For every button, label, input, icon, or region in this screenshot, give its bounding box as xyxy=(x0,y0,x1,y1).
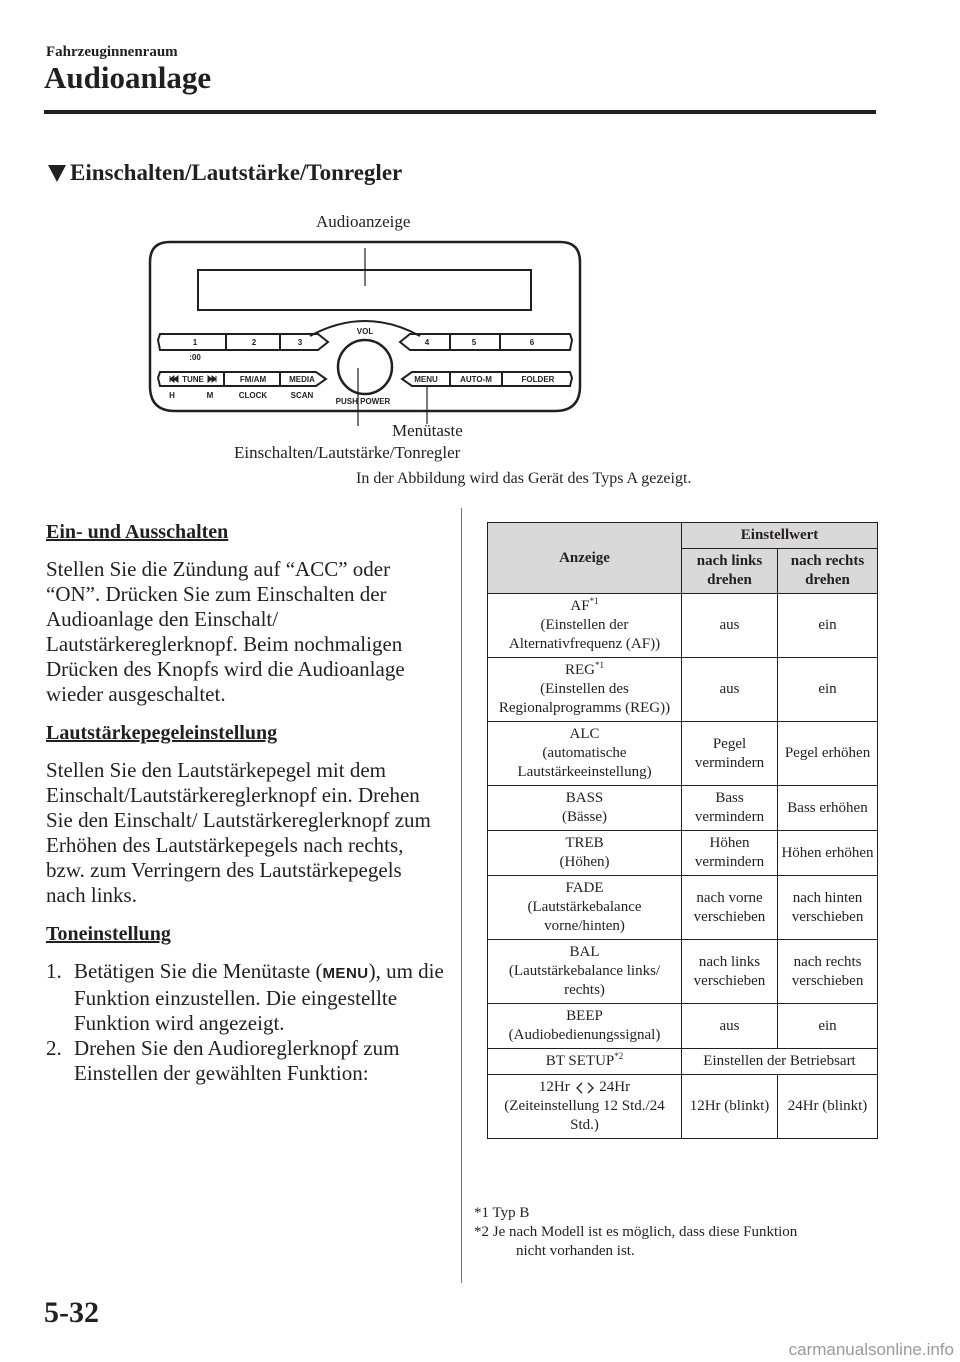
function-desc: (Einstellen des Regionalprogramms (REG)) xyxy=(498,681,671,716)
header-einstellwert: Einstellwert xyxy=(682,523,878,549)
function-name: TREB xyxy=(565,835,604,851)
preset-1-label: 1 xyxy=(192,338,198,347)
cell-function xyxy=(488,594,682,658)
triangle-bullet-icon xyxy=(48,165,66,182)
table-row xyxy=(488,940,878,1004)
footnote-mark: *1 xyxy=(589,596,599,606)
table-row xyxy=(488,1049,878,1075)
zero-label: :00 xyxy=(189,353,201,362)
tune-label: TUNE xyxy=(182,375,204,384)
step-text: Drehen Sie den Audioreglerknopf zum Einstellen der gewählten Funktion: xyxy=(74,1036,400,1085)
paragraph-volume: Stellen Sie den Lautstärkepegel mit dem Einschalt/Lautstärkereglerknopf ein. Drehen Sie den Einschalt/ Lautstärkereglerknopf zum Erhöhen des Lautstärkepegels nach rechts, bzw. zum Verringern des Lautstärkepegels nach links. xyxy=(46,758,431,907)
function-name: AF xyxy=(570,598,590,614)
function-name: ALC xyxy=(569,726,600,742)
cell-right: ein xyxy=(778,658,878,722)
table-row xyxy=(488,1004,878,1049)
cell-value: Einstellen der Betriebsart xyxy=(682,1049,878,1075)
footnote-1: *1 Typ B xyxy=(474,1205,530,1221)
footnote-mark: *1 xyxy=(595,660,604,670)
function-desc: (Lautstärkebalance vorne/hinten) xyxy=(527,899,642,934)
cell-function xyxy=(488,831,682,876)
cell-function xyxy=(488,1049,682,1075)
chevron-left-right-icon xyxy=(574,1082,596,1094)
cell-left: Bass vermindern xyxy=(682,786,778,831)
label-power-volume-knob: Einschalten/Lautstärke/Tonregler xyxy=(234,443,461,462)
table-row xyxy=(488,722,878,786)
cell-right: ein xyxy=(778,1004,878,1049)
fmam-label: FM/AM xyxy=(239,375,267,384)
page-title: Audioanlage xyxy=(44,60,212,95)
preset-6-label: 6 xyxy=(529,338,535,347)
function-name: BAL xyxy=(569,944,600,960)
step-number: 2. xyxy=(46,1036,62,1060)
header-left-turn: nach links drehen xyxy=(682,549,778,594)
cell-function xyxy=(488,1004,682,1049)
function-name-b: 24Hr xyxy=(599,1079,631,1095)
section-title-text: Einschalten/Lautstärke/Tonregler xyxy=(70,160,403,185)
cell-left: 12Hr (blinkt) xyxy=(682,1075,778,1139)
table-row xyxy=(488,831,878,876)
preset-2-label: 2 xyxy=(251,338,257,347)
cell-left: aus xyxy=(682,658,778,722)
tone-steps xyxy=(46,959,446,1086)
table-row xyxy=(488,876,878,940)
h-label: H xyxy=(169,391,175,400)
label-audio-display: Audioanzeige xyxy=(316,212,411,231)
function-desc: (Audiobedienungssignal) xyxy=(508,1027,661,1043)
figure-caption: In der Abbildung wird das Gerät des Typs A gezeigt. xyxy=(356,470,692,487)
step-item xyxy=(46,1036,446,1086)
menu-label: MENU xyxy=(414,375,438,384)
audio-unit-illustration xyxy=(140,236,590,426)
media-label: MEDIA xyxy=(289,375,315,384)
cell-function xyxy=(488,722,682,786)
cell-left: aus xyxy=(682,594,778,658)
table-header-row xyxy=(488,523,878,549)
label-menu-button: Menütaste xyxy=(392,421,463,440)
table-row xyxy=(488,786,878,831)
step-number: 1. xyxy=(46,959,62,983)
clock-label: CLOCK xyxy=(238,391,268,400)
push-power-label: PUSH POWER xyxy=(335,397,391,406)
cell-function xyxy=(488,940,682,1004)
cell-right: Bass erhöhen xyxy=(778,786,878,831)
settings-table xyxy=(487,522,878,1139)
footnote-mark: *2 xyxy=(614,1051,624,1061)
page-number: 5-32 xyxy=(44,1296,99,1329)
function-desc: (automatische Lautstärkeeinstellung) xyxy=(517,745,652,780)
folder-label: FOLDER xyxy=(521,375,555,384)
m-label: M xyxy=(206,391,214,400)
cell-right: nach hinten verschieben xyxy=(778,876,878,940)
cell-right: ein xyxy=(778,594,878,658)
cell-left: aus xyxy=(682,1004,778,1049)
cell-right: nach rechts verschieben xyxy=(778,940,878,1004)
function-desc: (Lautstärkebalance links/ rechts) xyxy=(508,963,661,998)
table-row xyxy=(488,658,878,722)
table-row xyxy=(488,594,878,658)
cell-left: Pegel vermindern xyxy=(682,722,778,786)
section-title xyxy=(48,160,402,186)
left-column xyxy=(46,520,446,1086)
step1-text-a: Betätigen Sie die Menütaste ( xyxy=(74,959,323,983)
column-divider xyxy=(461,508,462,1283)
function-desc: (Bässe) xyxy=(562,809,607,825)
footnote-2-cont: nicht vorhanden ist. xyxy=(516,1243,635,1259)
paragraph-on-off: Stellen Sie die Zündung auf “ACC” oder “ON”. Drücken Sie zum Einschalten der Audioanlage den Einschalt/ Lautstärkereglerknopf. Beim nochmaligen Drücken des Knopfs wird die Audioanlage wieder ausgeschaltet. xyxy=(46,557,405,706)
cell-function xyxy=(488,786,682,831)
cell-left: Höhen vermindern xyxy=(682,831,778,876)
autom-label: AUTO-M xyxy=(460,375,492,384)
function-desc: (Zeiteinstellung 12 Std./24 Std.) xyxy=(504,1098,665,1133)
function-name: BEEP xyxy=(566,1008,603,1024)
function-desc: (Einstellen der Alternativfrequenz (AF)) xyxy=(508,617,661,652)
cell-function xyxy=(488,876,682,940)
function-name: FADE xyxy=(565,880,604,896)
subheading-volume: Lautstärkepegeleinstellung xyxy=(46,722,278,744)
cell-left: nach links verschieben xyxy=(682,940,778,1004)
vol-label: VOL xyxy=(356,327,374,336)
preset-5-label: 5 xyxy=(471,338,477,347)
header-right-turn: nach rechts drehen xyxy=(778,549,878,594)
cell-function xyxy=(488,1075,682,1139)
cell-left: nach vorne verschieben xyxy=(682,876,778,940)
function-name: REG xyxy=(565,662,595,678)
subheading-tone: Toneinstellung xyxy=(46,923,171,945)
step1-text-b: ), um die Funktion einzustellen. Die eingestellte Funktion wird angezeigt. xyxy=(74,959,444,1035)
watermark: carmanualsonline.info xyxy=(788,1340,954,1359)
step-text xyxy=(74,959,446,1036)
chapter-label: Fahrzeuginnenraum xyxy=(46,44,178,60)
cell-right: 24Hr (blinkt) xyxy=(778,1075,878,1139)
header-rule xyxy=(44,110,876,114)
menu-button-icon: MENU xyxy=(322,965,369,982)
cell-function xyxy=(488,658,682,722)
cell-right: Höhen erhöhen xyxy=(778,831,878,876)
function-name: BT SETUP xyxy=(545,1053,615,1069)
preset-4-label: 4 xyxy=(424,338,430,347)
footnote-2: *2 Je nach Modell ist es möglich, dass diese Funktion xyxy=(474,1224,798,1240)
footnotes xyxy=(474,1204,884,1261)
preset-3-label: 3 xyxy=(297,338,303,347)
function-name: 12Hr xyxy=(538,1079,570,1095)
header-anzeige: Anzeige xyxy=(488,523,682,594)
cell-right: Pegel erhöhen xyxy=(778,722,878,786)
step-item xyxy=(46,959,446,1036)
scan-label: SCAN xyxy=(290,391,314,400)
subheading-on-off: Ein- und Ausschalten xyxy=(46,521,229,543)
function-name: BASS xyxy=(565,790,604,806)
table-row xyxy=(488,1075,878,1139)
function-desc: (Höhen) xyxy=(559,854,610,870)
